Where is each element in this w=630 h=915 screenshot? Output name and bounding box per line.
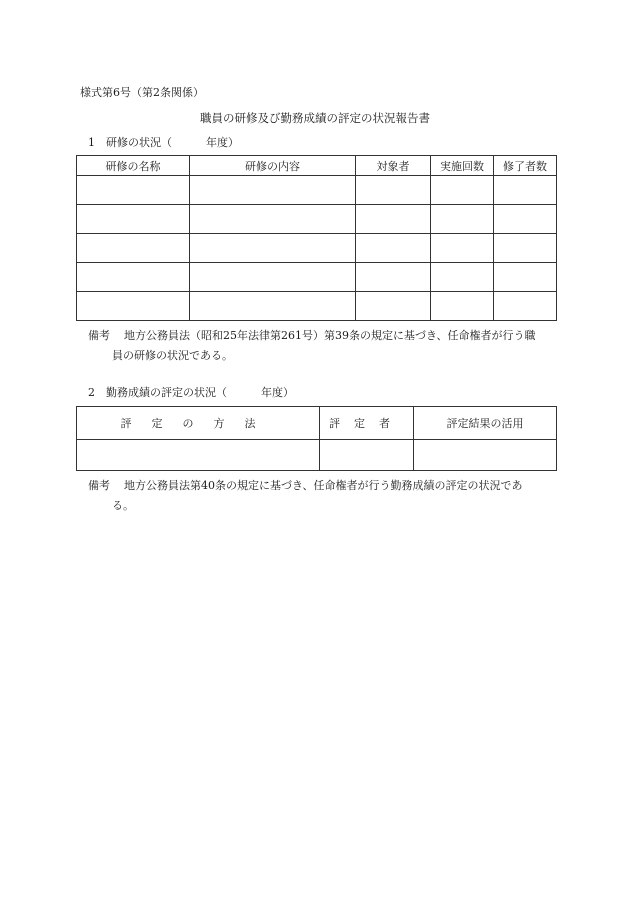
form-number: 様式第6号（第2条関係）: [80, 86, 204, 99]
header-evaluation-result-use: 評定結果の活用: [414, 407, 557, 440]
table-row: [77, 205, 557, 234]
header-training-content: 研修の内容: [190, 156, 356, 176]
table-cell[interactable]: [77, 234, 190, 263]
table-cell[interactable]: [77, 205, 190, 234]
header-training-name: 研修の名称: [77, 156, 190, 176]
table-cell[interactable]: [77, 440, 320, 471]
table-cell[interactable]: [190, 292, 356, 321]
table-cell[interactable]: [414, 440, 557, 471]
header-evaluation-method: 評定の方法: [77, 407, 320, 440]
table-cell[interactable]: [356, 176, 431, 205]
remarks-text-line1: 地方公務員法（昭和25年法律第261号）第39条の規定に基づき、任命権者が行う職: [124, 329, 536, 342]
table-cell[interactable]: [190, 263, 356, 292]
remarks-text-line1: 地方公務員法第40条の規定に基づき、任命権者が行う勤務成績の評定の状況であ: [124, 479, 523, 492]
section2-heading: [88, 384, 294, 400]
table-cell[interactable]: [431, 176, 494, 205]
table-cell[interactable]: [356, 205, 431, 234]
table-row: [77, 263, 557, 292]
table-header-row: [77, 407, 557, 440]
table-cell[interactable]: [356, 234, 431, 263]
table-cell[interactable]: [356, 292, 431, 321]
header-target-audience: 対象者: [356, 156, 431, 176]
table-cell[interactable]: [494, 205, 557, 234]
section1-remarks: [88, 326, 558, 366]
section2-heading-suffix: 年度）: [261, 386, 294, 399]
section2-remarks: [88, 476, 558, 516]
table-row: [77, 292, 557, 321]
table-cell[interactable]: [320, 440, 414, 471]
section1-heading-suffix: 年度）: [206, 136, 239, 149]
table-cell[interactable]: [494, 176, 557, 205]
section2-number: 2: [88, 386, 95, 399]
table-cell[interactable]: [356, 263, 431, 292]
table-cell[interactable]: [494, 234, 557, 263]
table-row: [77, 176, 557, 205]
evaluation-status-table: [76, 406, 557, 471]
table-cell[interactable]: [494, 263, 557, 292]
table-row: [77, 234, 557, 263]
header-evaluator: 評定者: [320, 407, 414, 440]
header-session-count: 実施回数: [431, 156, 494, 176]
table-cell[interactable]: [77, 176, 190, 205]
table-cell[interactable]: [431, 205, 494, 234]
table-row: [77, 440, 557, 471]
section1-heading-prefix: 研修の状況（: [106, 136, 172, 149]
table-cell[interactable]: [431, 234, 494, 263]
remarks-text-line2: 員の研修の状況である。: [112, 349, 233, 362]
remarks-label: 備考: [88, 479, 110, 492]
table-cell[interactable]: [190, 176, 356, 205]
table-cell[interactable]: [77, 292, 190, 321]
section1-number: 1: [88, 136, 95, 149]
section2-heading-prefix: 勤務成績の評定の状況（: [106, 386, 227, 399]
table-cell[interactable]: [77, 263, 190, 292]
table-cell[interactable]: [431, 263, 494, 292]
section1-heading: [88, 134, 239, 150]
remarks-label: 備考: [88, 329, 110, 342]
document-title: 職員の研修及び勤務成績の評定の状況報告書: [200, 111, 430, 125]
header-completion-count: 修了者数: [494, 156, 557, 176]
table-cell[interactable]: [190, 205, 356, 234]
remarks-text-line2: る。: [112, 499, 134, 512]
table-header-row: [77, 156, 557, 176]
table-cell[interactable]: [190, 234, 356, 263]
training-status-table: [76, 155, 557, 321]
table-cell[interactable]: [494, 292, 557, 321]
table-cell[interactable]: [431, 292, 494, 321]
